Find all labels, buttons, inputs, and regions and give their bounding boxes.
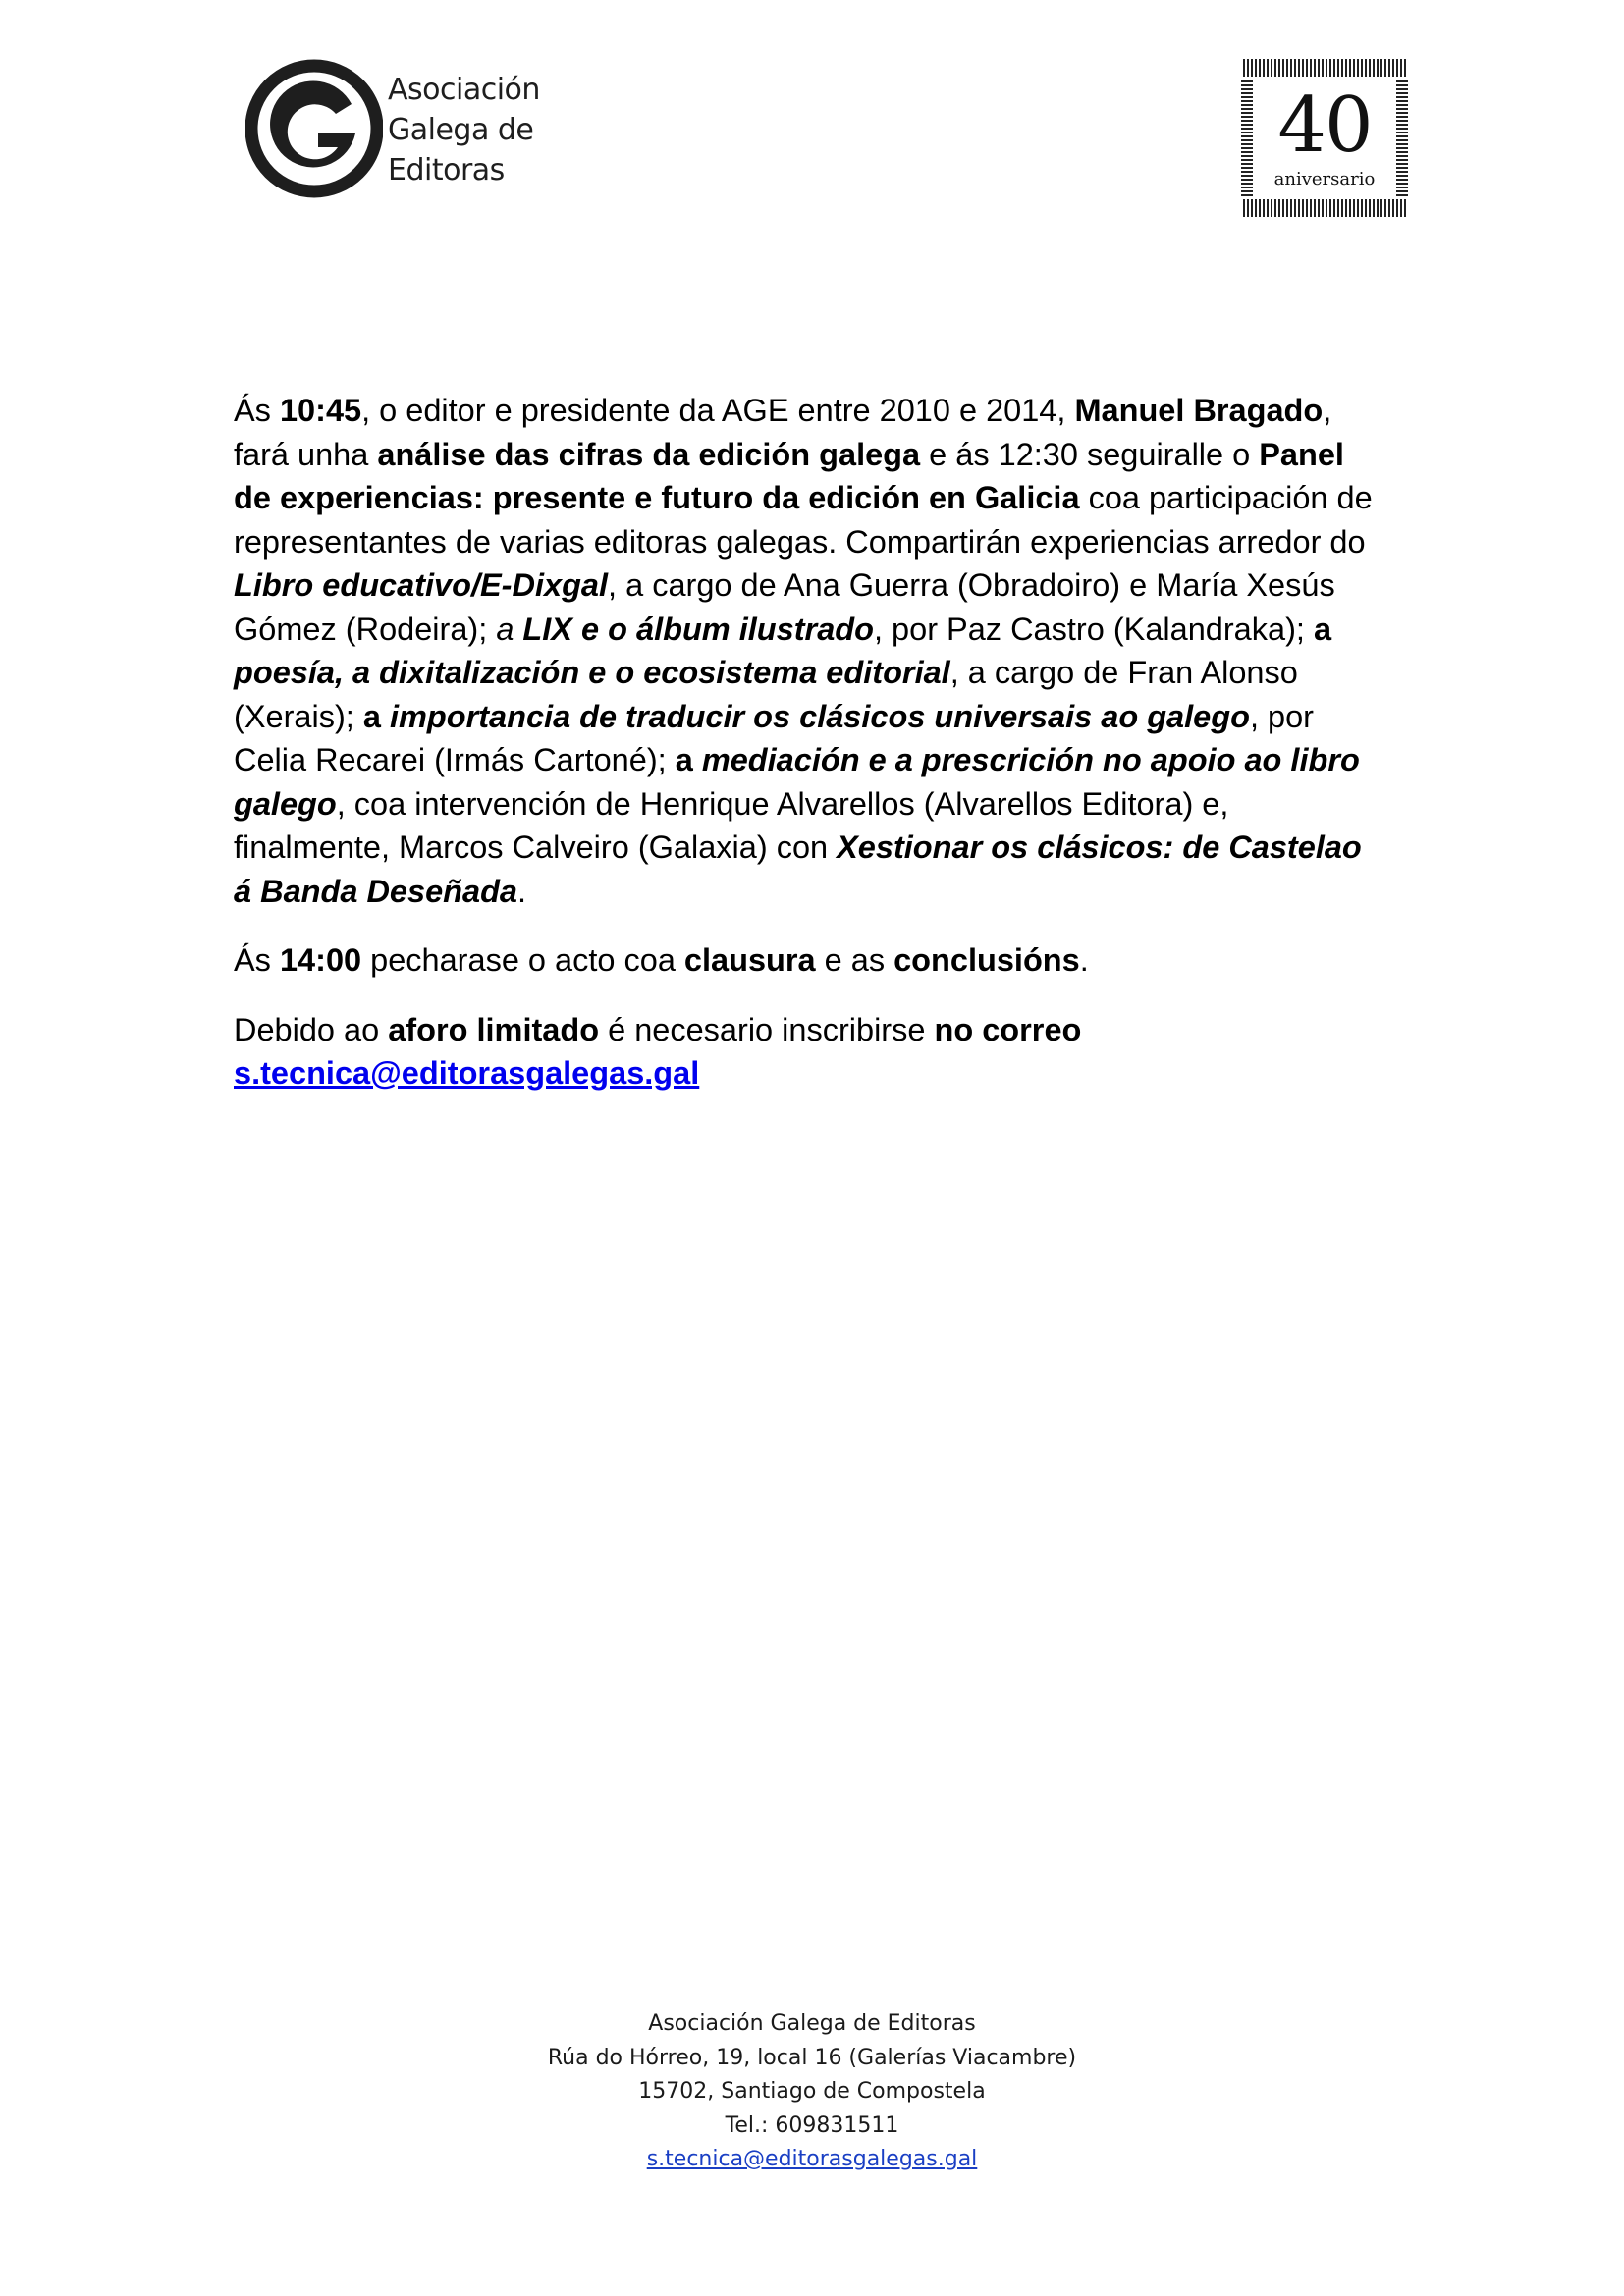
logo-line-3: Editoras <box>388 153 505 187</box>
footer-email-link[interactable]: s.tecnica@editorasgalegas.gal <box>646 2147 978 2171</box>
time-1045: 10:45 <box>279 393 362 428</box>
logo-line-2: Galega de <box>388 113 534 147</box>
text-span: . <box>517 873 527 909</box>
anniversary-word: aniversario <box>1273 169 1376 189</box>
text-span: , por Paz Castro (Kalandraka); <box>873 611 1314 647</box>
text-span: , o editor e presidente da AGE entre 2010 e 2014, <box>361 393 1075 428</box>
logo-line-1: Asociación <box>388 73 540 107</box>
anniversary-badge <box>1239 57 1410 219</box>
text-span: e ás 12:30 seguiralle o <box>920 436 1260 472</box>
text-span: Ás <box>234 942 280 978</box>
text-span: , a cargo de Ana Guerra (Obradoiro) e María Xesús Gómez (Rodeira); <box>234 567 1335 647</box>
paragraph-closing <box>234 938 1387 983</box>
registration-email-link[interactable]: s.tecnica@editorasgalegas.gal <box>234 1055 700 1091</box>
text-span: coa participación de representantes de varias editoras galegas. Compartirán experiencias arredor do <box>234 480 1373 560</box>
aforo-limitado: aforo limitado <box>388 1011 600 1047</box>
text-span: pecharase o acto coa <box>361 942 684 978</box>
clausura: clausura <box>683 942 816 978</box>
footer-phone: Tel.: 609831511 <box>725 2112 899 2138</box>
topic-xestionar: Xestionar os clásicos: de Castelao á Banda Deseñada <box>234 829 1362 909</box>
text-span: Ás <box>234 393 280 428</box>
text-span: Debido ao <box>234 1011 389 1047</box>
footer <box>0 2007 1624 2177</box>
document-body <box>234 389 1387 1121</box>
speaker-name: Manuel Bragado <box>1074 393 1324 428</box>
text-span: , a cargo de Fran Alonso (Xerais); <box>234 655 1298 734</box>
text-span: é necesario inscribirse <box>599 1011 935 1047</box>
topic-poesia: poesía, a dixitalización e o ecosistema editorial <box>234 655 950 690</box>
text-span: , por Celia Recarei (Irmás Cartoné); <box>234 698 1314 777</box>
no-correo: no correo <box>934 1011 1082 1047</box>
age-logo <box>245 57 579 204</box>
text-span: a <box>675 742 702 777</box>
topic-libro-educativo: Libro educativo/E-Dixgal <box>234 567 609 603</box>
text-span: e as <box>815 942 894 978</box>
logo-wordmark <box>388 70 540 190</box>
text-span: a <box>1313 611 1332 647</box>
talk-title: análise das cifras da edición galega <box>377 436 921 472</box>
text-span: , fará unha <box>234 393 1332 472</box>
footer-city: 15702, Santiago de Compostela <box>638 2079 986 2104</box>
text-span: a <box>496 611 523 647</box>
text-span: , coa intervención de Henrique Alvarellos (Alvarellos Editora) e, finalmente, Marcos Calveiro (Galaxia) con <box>234 785 1229 865</box>
age-logo-icon <box>245 57 383 204</box>
anniversary-number: 40 <box>1277 81 1372 170</box>
paragraph-registration <box>234 1008 1387 1095</box>
topic-mediacion: mediación e a prescrición no apoio ao libro galego <box>234 742 1360 822</box>
panel-title: Panel de experiencias: presente e futuro da edición en Galicia <box>234 436 1344 515</box>
conclusions: conclusións <box>893 942 1080 978</box>
footer-org: Asociación Galega de Editoras <box>648 2011 976 2036</box>
time-1400: 14:00 <box>279 942 362 978</box>
text-span: a <box>362 698 390 734</box>
footer-address: Rúa do Hórreo, 19, local 16 (Galerías Viacambre) <box>547 2045 1077 2070</box>
topic-traducir: importancia de traducir os clásicos universais ao galego <box>389 698 1250 734</box>
paragraph-program <box>234 389 1387 913</box>
text-span: . <box>1079 942 1089 978</box>
topic-lix: LIX e o álbum ilustrado <box>522 611 874 647</box>
